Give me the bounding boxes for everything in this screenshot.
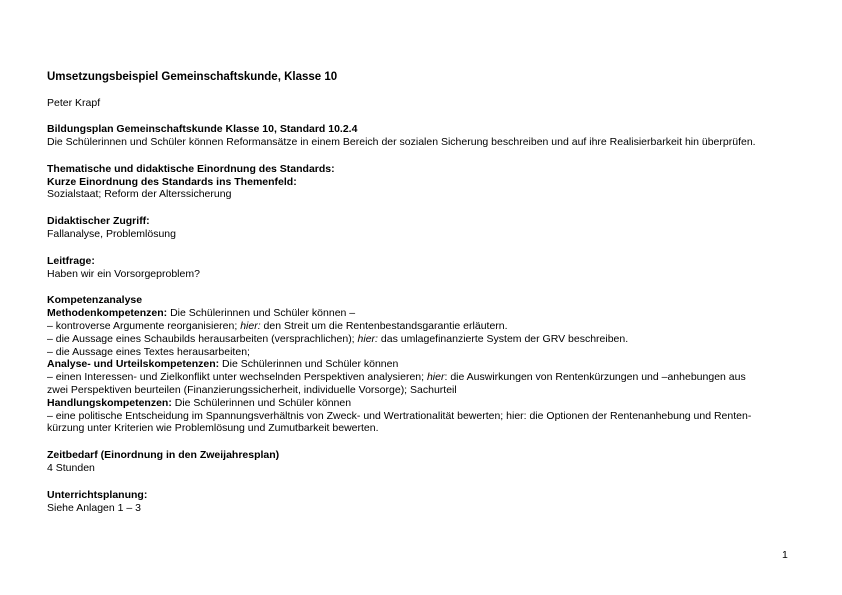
analyse-item-1-continued: zwei Perspektiven beurteilen (Finanzierungssicherheit, individuelle Vorsorge); Sachurteil — [47, 384, 457, 397]
unterricht-text: Siehe Anlagen 1 – 3 — [47, 501, 141, 514]
bildungsplan-text: Die Schülerinnen und Schüler können Reformansätze in einem Bereich der sozialen Sicherung beschreiben und auf ihre Realisierbarkeit hin überprüfen. — [47, 136, 756, 149]
hier-label: hier: — [357, 332, 378, 345]
einordnung-subheading: Kurze Einordnung des Standards ins Themenfeld: — [47, 175, 297, 188]
page-number: 1 — [782, 549, 788, 561]
einordnung-heading: Thematische und didaktische Einordnung des Standards: — [47, 162, 335, 175]
document-page — [47, 70, 807, 514]
methoden-item-2 — [47, 333, 807, 346]
zugriff-heading: Didaktischer Zugriff: — [47, 215, 150, 228]
methoden-line — [47, 307, 807, 320]
hier-label: hier — [426, 371, 445, 384]
handlung-item-1-continued: kürzung unter Kriterien wie Problemlösung und Zumutbarkeit bewerten. — [47, 422, 379, 435]
analyse-line — [47, 358, 807, 371]
methoden-label: Methodenkompetenzen: — [47, 307, 168, 320]
hier-label: hier: — [240, 320, 261, 333]
handlung-text: Die Schülerinnen und Schüler können — [171, 396, 352, 409]
analyse-item-1 — [47, 371, 807, 384]
methoden-item-3: – die Aussage eines Textes herausarbeiten; — [47, 345, 250, 358]
methoden-item-1-detail: den Streit um die Rentenbestandsgarantie erläutern. — [260, 320, 508, 333]
analyse-item-1-text: – einen Interessen- und Zielkonflikt unter wechselnden Perspektiven analysieren; — [47, 371, 427, 384]
bildungsplan-heading: Bildungsplan Gemeinschaftskunde Klasse 10, Standard 10.2.4 — [47, 123, 358, 136]
einordnung-text: Sozialstaat; Reform der Alterssicherung — [47, 188, 232, 201]
handlung-item-1: – eine politische Entscheidung im Spannungsverhältnis von Zweck- und Wertrationalität bewerten; hier: die Optionen der Rentenanhebung und Renten- — [47, 409, 752, 422]
methoden-item-1-text: – kontroverse Argumente reorganisieren; — [47, 320, 241, 333]
analyse-item-1-detail: : die Auswirkungen von Rentenkürzungen und –anhebungen aus — [444, 371, 746, 384]
handlung-label: Handlungskompetenzen: — [47, 396, 172, 409]
kompetenz-heading: Kompetenzanalyse — [47, 294, 143, 307]
document-title: Umsetzungsbeispiel Gemeinschaftskunde, Klasse 10 — [47, 71, 338, 83]
zeitbedarf-text: 4 Stunden — [47, 462, 95, 475]
zugriff-text: Fallanalyse, Problemlösung — [47, 228, 176, 241]
analyse-text: Die Schülerinnen und Schüler können — [219, 358, 399, 371]
leitfrage-heading: Leitfrage: — [47, 254, 95, 267]
methoden-text: Die Schülerinnen und Schüler können – — [167, 307, 356, 320]
author: Peter Krapf — [47, 96, 101, 109]
leitfrage-text: Haben wir ein Vorsorgeproblem? — [47, 267, 200, 280]
unterricht-heading: Unterrichtsplanung: — [47, 488, 148, 501]
analyse-label: Analyse- und Urteilskompetenzen: — [47, 358, 220, 371]
methoden-item-2-detail: das umlagefinanzierte System der GRV beschreiben. — [377, 332, 629, 345]
methoden-item-2-text: – die Aussage eines Schaubilds herausarbeiten (versprachlichen); — [47, 332, 358, 345]
zeitbedarf-heading: Zeitbedarf (Einordnung in den Zweijahresplan) — [47, 449, 280, 462]
methoden-item-1 — [47, 320, 807, 333]
handlung-line — [47, 397, 807, 410]
